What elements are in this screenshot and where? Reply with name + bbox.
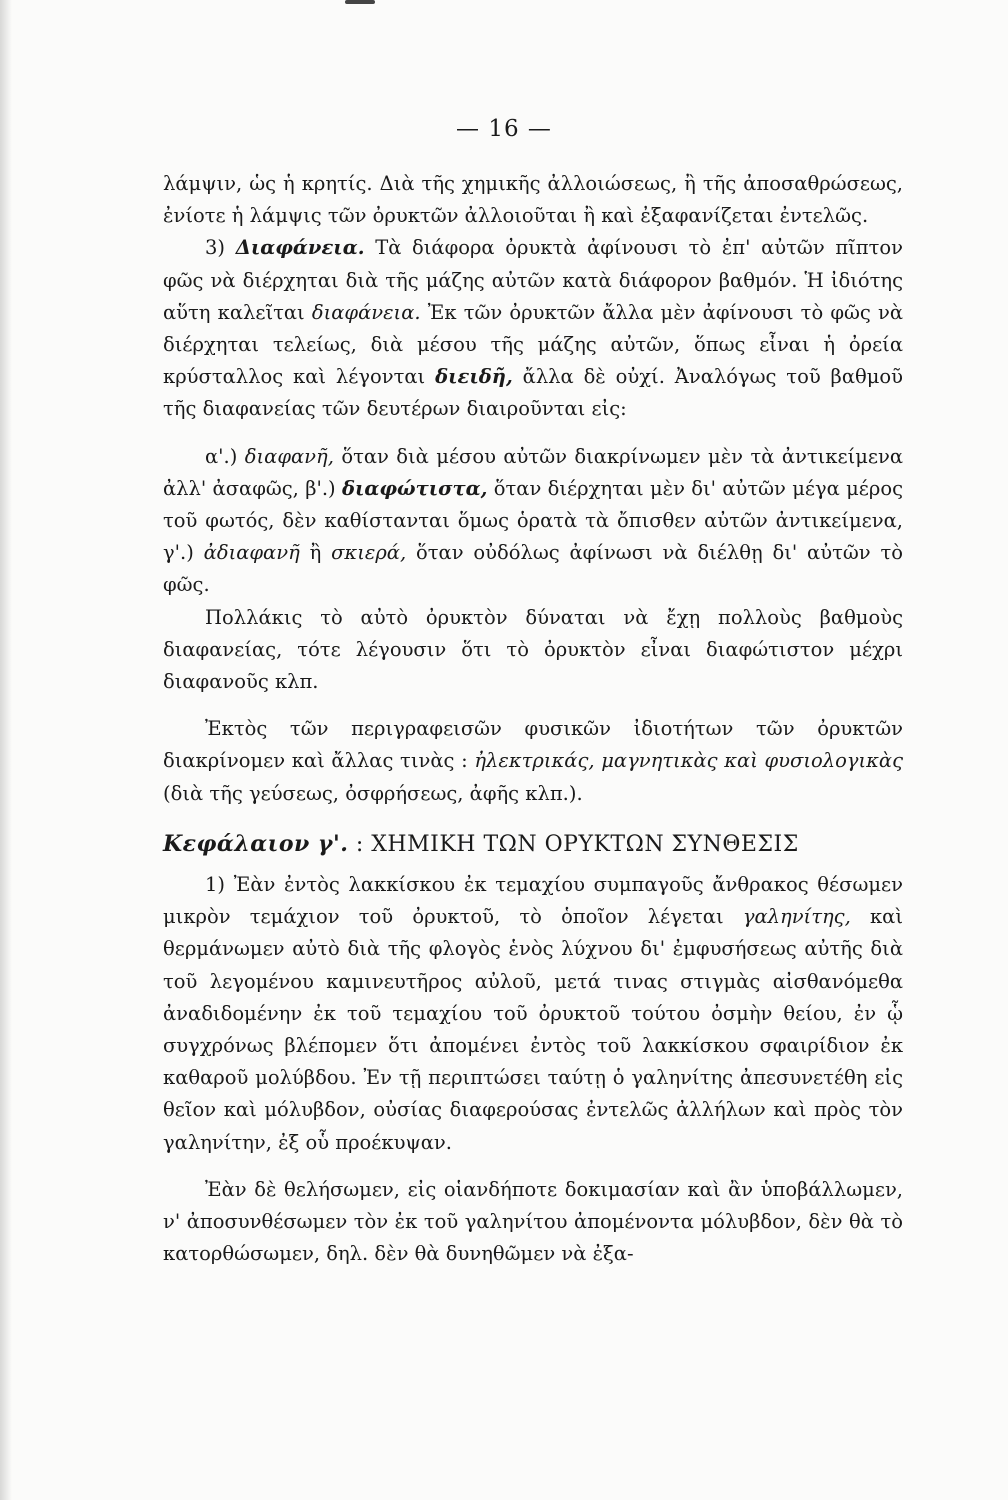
- top-ink-mark: [345, 0, 375, 4]
- term-italic: ἠλεκτρικάς, μαγνητικὰς καὶ φυσιολογικὰς: [474, 749, 903, 773]
- paragraph-text: Ἐκ τῶν ὀρυκτῶν ἄλλα μὲν ἀφίνουσι τὸ φῶς νὰ διέρχηται τελείως, διὰ μέσου τῆς μάζης αὐτῶν, ὅπως εἶναι ἡ ὀρεία κρύσταλλος καὶ λέγονται: [163, 300, 903, 389]
- paragraph-text: λάμψιν, ὡς ἡ κρητίς. Διὰ τῆς χημικῆς ἀλλοιώσεως, ἢ τῆς ἀποσαθρώσεως, ἐνίοτε ἡ λάμψις τῶν ὀρυκτῶν ἀλλοιοῦται ἢ καὶ ἐξαφανίζεται ἐντελῶς.: [163, 172, 903, 228]
- term-italic: διαφανῆ,: [244, 444, 334, 468]
- paragraph-text: Πολλάκις τὸ αὐτὸ ὀρυκτὸν δύναται νὰ ἔχῃ πολλοὺς βαθμοὺς διαφανείας, τότε λέγουσιν ὅτι τὸ ὀρυκτὸν εἶναι διαφώτιστον μέχρι διαφανοῦς κλπ.: [163, 605, 903, 694]
- paragraph-text: Τὰ διάφορα ὀρυκτὰ ἀφίνουσι τὸ ἐπ' αὐτῶν πῖπτον φῶς νὰ διέρχηται διὰ τῆς μάζης αὐτῶν κατὰ διάφορον βαθμόν. Ἡ ἰδιότης αὕτη καλεῖται: [163, 236, 904, 324]
- item-label-b: β'.): [305, 476, 336, 500]
- term-bold: διαφώτιστα,: [341, 476, 488, 500]
- paragraph-text: 1) Ἐὰν ἐντὸς λακκίσκου ἐκ τεμαχίου συμπαγοῦς ἄνθρακος θέσωμεν μικρὸν τεμάχιον τοῦ ὀρυκτοῦ, τὸ ὁποῖον λέγεται: [163, 873, 903, 929]
- paragraph-lead: [163, 1174, 903, 1271]
- section-number: 3): [205, 236, 226, 260]
- term-bold: διειδῆ,: [435, 365, 513, 389]
- paragraph-text: Ἐὰν δὲ θελήσωμεν, εἰς οἱανδήποτε δοκιμασίαν καὶ ἂν ὑποβάλλωμεν, ν' ἀποσυνθέσωμεν τὸν ἐκ τοῦ γαληνίτου ἀπομένοντα μόλυβδον, δὲν θὰ τὸ κατορθώσωμεν, δηλ. δὲν θὰ δυνηθῶμεν νὰ ἐξα-: [163, 1177, 903, 1266]
- paragraph-degrees: [163, 602, 903, 699]
- paragraph-galena-experiment: [163, 869, 903, 1159]
- item-label-a: α'.): [205, 444, 238, 468]
- paragraph-transparency: [163, 232, 903, 425]
- paragraph-classification: [163, 441, 903, 602]
- term-italic: ἀδιαφανῆ: [203, 541, 300, 565]
- paragraph-text: ἢ: [299, 541, 332, 565]
- term-italic: διαφάνεια.: [311, 300, 421, 324]
- item-label-c: γ'.): [163, 541, 194, 565]
- paragraph-text: (διὰ τῆς γεύσεως, ὀσφρήσεως, ἀφῆς κλπ.).: [163, 781, 583, 805]
- paragraph-text: ἄλλα δὲ οὐχί. Ἀναλόγως τοῦ βαθμοῦ τῆς διαφανείας τῶν δευτέρων διαιροῦνται εἰς:: [163, 365, 903, 421]
- paragraph-text: Ἐκτὸς τῶν περιγραφεισῶν φυσικῶν ἰδιοτήτων τῶν ὀρυκτῶν διακρίνομεν καὶ ἄλλας τινὰς :: [163, 717, 903, 773]
- page-spine-shadow: [0, 0, 12, 1500]
- page-number: — 16 —: [456, 116, 552, 142]
- paragraph-text: ὅταν οὐδόλως ἀφίνωσι νὰ διέλθῃ δι' αὐτῶν τὸ φῶς.: [163, 541, 903, 597]
- paragraph-text: καὶ θερμάνωμεν αὐτὸ διὰ τῆς φλογὸς ἑνὸς λύχνου δι' ἐμφυσήσεως αὐτῆς διὰ τοῦ λεγομένου καμινευτῆρος αὐλοῦ, μετά τινας στιγμὰς αἰσθανόμεθα ἀναδιδομένην ἐκ τοῦ τεμαχίου τοῦ ὀρυκτοῦ τούτου ὀσμὴν θείου, ἐν ᾧ συγχρόνως βλέπομεν ὅτι ἀπομένει ἐντὸς τοῦ λακκίσκου σφαιρίδιον ἐκ καθαροῦ μολύβδου. Ἐν τῇ περιπτώσει ταύτῃ ὁ γαληνίτης ἀπεσυνετέθη εἰς θεῖον καὶ μόλυβδον, οὐσίας διαφερούσας ἐντελῶς ἀλλήλων καὶ πρὸς τὸν γαληνίτην, ἐξ οὗ προέκυψαν.: [163, 905, 903, 1154]
- chapter-heading: [163, 828, 903, 861]
- paragraph-other-properties: [163, 713, 903, 810]
- chapter-separator: :: [348, 831, 372, 857]
- paragraph-text: ὅταν διὰ μέσου αὐτῶν διακρίνωμεν μὲν τὰ ἀντικείμενα ἀλλ' ἀσαφῶς,: [163, 444, 904, 500]
- chapter-label: Κεφάλαιον γ'.: [163, 830, 349, 857]
- term-italic: σκιερά,: [331, 541, 407, 565]
- paragraph-text: ὅταν διέρχηται μὲν δι' αὐτῶν μέγα μέρος τοῦ φωτός, δὲν καθίστανται ὅμως ὁρατὰ τὰ ὄπισθεν αὐτῶν ἀντικείμενα,: [163, 476, 904, 533]
- term-italic: γαληνίτης,: [742, 905, 851, 929]
- section-heading: Διαφάνεια.: [235, 236, 365, 260]
- chapter-title: ΧΗΜΙΚΗ ΤΩΝ ΟΡΥΚΤΩΝ ΣΥΝΘΕΣΙΣ: [371, 831, 799, 857]
- paragraph-continued: [163, 168, 903, 232]
- body-text: [163, 168, 903, 1271]
